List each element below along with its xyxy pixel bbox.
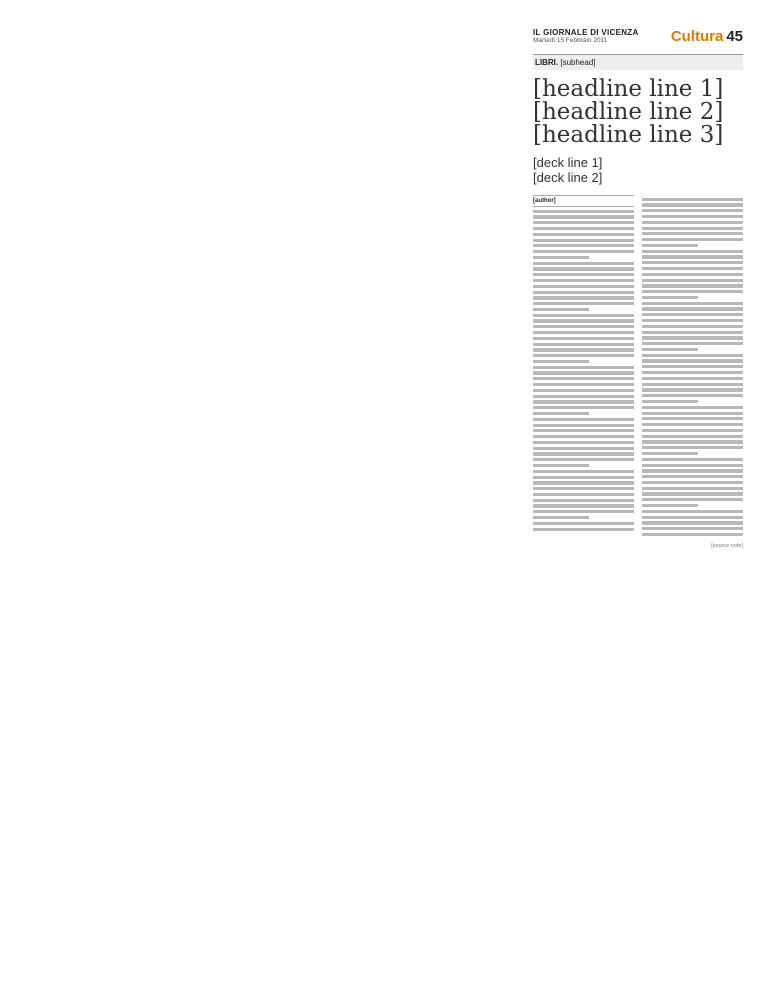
body-text-line xyxy=(642,504,698,507)
body-text-line xyxy=(533,389,634,392)
body-text-line xyxy=(533,516,589,519)
body-text-line xyxy=(533,412,589,415)
body-text-line xyxy=(642,516,743,519)
body-text-line xyxy=(642,527,743,530)
body-text-line xyxy=(642,464,743,467)
body-text-line xyxy=(642,279,743,282)
body-text-line xyxy=(642,412,743,415)
body-text-line xyxy=(533,325,634,328)
body-text-line xyxy=(642,261,743,264)
body-text-line xyxy=(642,331,743,334)
body-text-line xyxy=(642,348,698,351)
body-text-line xyxy=(642,383,743,386)
body-text-line xyxy=(642,510,743,513)
body-text-line xyxy=(533,285,634,288)
body-text-line xyxy=(642,244,698,247)
body-text-line xyxy=(642,307,743,310)
byline: [author] xyxy=(533,195,634,207)
masthead xyxy=(533,28,743,48)
body-text-line xyxy=(533,314,634,317)
body-text-line xyxy=(533,395,634,398)
body-text-line xyxy=(642,481,743,484)
body-text-line xyxy=(533,429,634,432)
body-text-line xyxy=(533,447,634,450)
body-text-line xyxy=(533,210,634,213)
body-text-line xyxy=(642,284,743,287)
body-text-line xyxy=(642,377,743,380)
body-text-line xyxy=(642,255,743,258)
body-text-line xyxy=(533,319,634,322)
headline-line-1: [headline line 1] xyxy=(533,76,724,102)
body-text-line xyxy=(533,348,634,351)
body-text-line xyxy=(533,476,634,479)
body-text-line xyxy=(642,492,743,495)
body-text-line xyxy=(533,470,634,473)
body-text-line xyxy=(642,215,743,218)
body-text-line xyxy=(642,290,743,293)
body-text-line xyxy=(642,221,743,224)
body-text-line xyxy=(533,481,634,484)
body-text-line xyxy=(642,336,743,339)
body-text-line xyxy=(533,499,634,502)
page-number: 45 xyxy=(726,28,743,45)
body-text-line xyxy=(533,435,634,438)
body-text-line xyxy=(642,273,743,276)
body-text-line xyxy=(533,291,634,294)
body-text-line xyxy=(642,238,743,241)
body-text-line xyxy=(642,209,743,212)
body-text-line xyxy=(533,510,634,513)
body-text-line xyxy=(533,302,634,305)
headline xyxy=(533,78,743,147)
headline-line-2: [headline line 2] xyxy=(533,99,724,125)
body-text-line xyxy=(642,417,743,420)
body-text-line xyxy=(533,371,634,374)
body-text-line xyxy=(533,221,634,224)
body-text-line xyxy=(533,279,634,282)
body-text-line xyxy=(533,239,634,242)
body-text-line xyxy=(533,522,634,525)
body-text-line xyxy=(642,406,743,409)
body-text-line xyxy=(533,267,634,270)
body-text-line xyxy=(642,365,743,368)
body-text-line xyxy=(533,331,634,334)
body-text-line xyxy=(533,377,634,380)
body-text-line xyxy=(642,521,743,524)
body-text-line xyxy=(533,493,634,496)
body-text-line xyxy=(533,256,589,259)
body-text-line xyxy=(642,267,743,270)
body-text-line xyxy=(533,452,634,455)
body-text-line xyxy=(642,371,743,374)
body-text-line xyxy=(533,441,634,444)
body-text-line xyxy=(642,435,743,438)
body-text-line xyxy=(533,227,634,230)
body-text-line xyxy=(642,533,743,536)
headline-line-3: [headline line 3] xyxy=(533,122,724,148)
body-text-line xyxy=(533,250,634,253)
body-text-line xyxy=(533,406,634,409)
body-text-line xyxy=(642,498,743,501)
body-text-line xyxy=(642,250,743,253)
body-text-line xyxy=(533,366,634,369)
body-text-line xyxy=(642,319,743,322)
body-text-line xyxy=(642,203,743,206)
article-column-right xyxy=(642,195,743,539)
body-text-line xyxy=(533,400,634,403)
deck-line-1: [deck line 1] xyxy=(533,155,603,170)
section-name: Cultura xyxy=(670,28,724,45)
body-text-line xyxy=(533,504,634,507)
body-text-line xyxy=(642,429,743,432)
body-text-line xyxy=(642,475,743,478)
kicker-subhead: [subhead] xyxy=(560,58,596,67)
body-text-line xyxy=(533,233,634,236)
article-columns xyxy=(533,195,743,539)
section-heading xyxy=(671,28,743,45)
body-text-line xyxy=(533,262,634,265)
kicker-band xyxy=(533,54,743,70)
body-text-line xyxy=(642,354,743,357)
body-text-line xyxy=(642,302,743,305)
body-text-line xyxy=(642,400,698,403)
body-text-line xyxy=(642,469,743,472)
body-text-line xyxy=(533,424,634,427)
body-text-line xyxy=(533,418,634,421)
body-text-line xyxy=(642,227,743,230)
body-text-line xyxy=(533,337,634,340)
body-text-line xyxy=(533,296,634,299)
body-text-line xyxy=(533,215,634,218)
body-text-line xyxy=(533,464,589,467)
body-text-line xyxy=(533,244,634,247)
body-text-line xyxy=(533,383,634,386)
body-text-line xyxy=(642,452,698,455)
source-note: [source note] xyxy=(711,542,743,549)
body-text-line xyxy=(642,232,743,235)
body-text-line xyxy=(533,458,634,461)
body-text-line xyxy=(642,423,743,426)
body-text-line xyxy=(642,458,743,461)
body-text-line xyxy=(642,359,743,362)
kicker: LIBRI. xyxy=(535,58,559,67)
body-text-line xyxy=(533,308,589,311)
body-text-line xyxy=(642,325,743,328)
article-column-left xyxy=(533,195,634,539)
body-text-line xyxy=(533,354,634,357)
body-text-line xyxy=(642,342,743,345)
body-text-line xyxy=(533,273,634,276)
body-text-line xyxy=(642,446,743,449)
body-text-line xyxy=(533,343,634,346)
body-text-line xyxy=(642,198,743,201)
body-text-line xyxy=(533,487,634,490)
body-text-line xyxy=(642,388,743,391)
body-text-line xyxy=(642,440,743,443)
deck-line-2: [deck line 2] xyxy=(533,170,603,185)
body-text-line xyxy=(642,296,698,299)
body-text-line xyxy=(642,487,743,490)
paper-name: IL GIORNALE DI VICENZA xyxy=(533,28,639,37)
body-text-line xyxy=(533,528,634,531)
body-text-line xyxy=(642,394,743,397)
body-text-line xyxy=(642,313,743,316)
body-text-line xyxy=(533,360,589,363)
deck xyxy=(533,155,743,185)
issue-date: Martedì 15 Febbraio 2011 xyxy=(533,37,608,44)
newspaper-page xyxy=(533,28,743,549)
